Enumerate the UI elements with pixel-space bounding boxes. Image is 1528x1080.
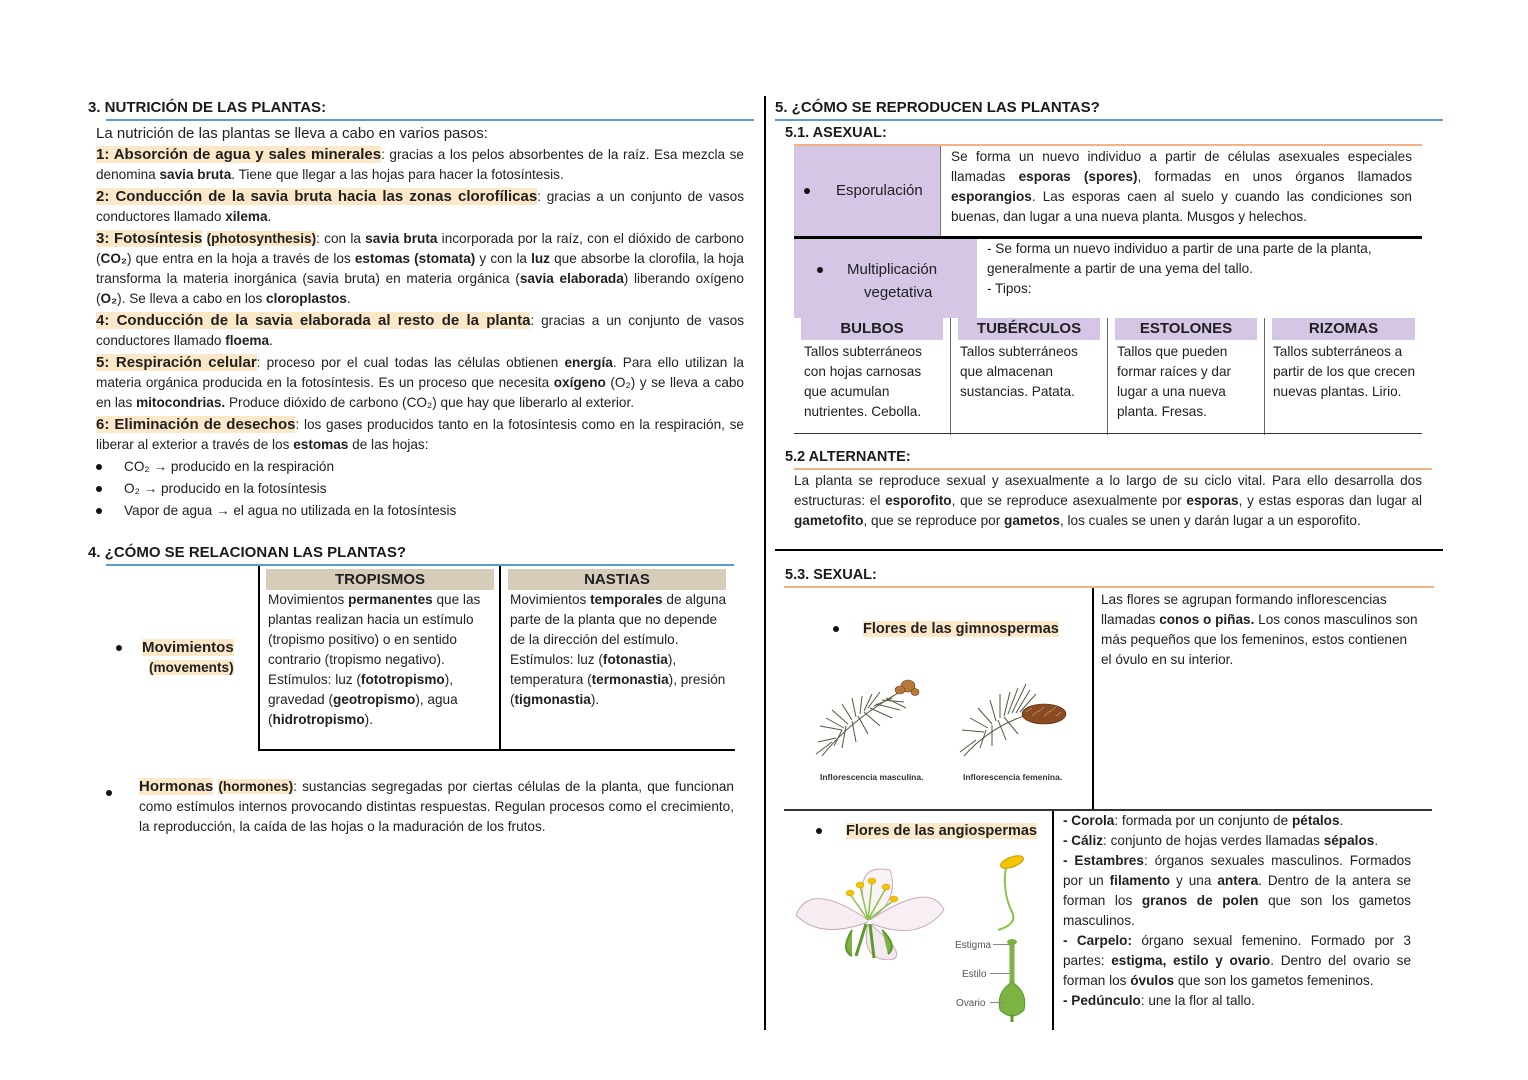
type-col-tuberculos (951, 318, 1108, 435)
bullet-icon (96, 508, 102, 514)
table-border-left (258, 566, 260, 751)
leader-line (990, 1002, 1004, 1003)
s3-step-1: 1: Absorción de agua y sales minerales: gracias a los pelos absorbentes de la raíz. Esa mezcla se denomina savia bruta. Tiene que llegar a las hojas para hacer la fotosíntesis. (96, 146, 744, 182)
types-table (794, 318, 1422, 435)
list-item: CO₂ → producido en la respiración (96, 457, 696, 479)
estambres-item: - Estambres: órganos sexuales masculinos. Formados por un filamento y una antera. Dentro de la antera se forman los granos de polen que son los gametos masculinos. (1063, 853, 1411, 928)
s3-step-3: 3: Fotosíntesis (photosynthesis): con la savia bruta incorporada por la raíz, con el dióxido de carbono (CO₂) que entra en la hoja a través de los estomas (stomata) y con la luz que absorbe la clorofila, la hoja transforma la materia inorgánica (savia bruta) en materia orgánica (savia elaborada) liberando oxígeno (O₂). Se lleva a cabo en los cloroplastos. (96, 230, 744, 306)
label-estigma: Estigma (955, 940, 992, 951)
tropismos-header: TROPISMOS (266, 569, 494, 590)
alternante-text: La planta se reproduce sexual y asexualmente a lo largo de su ciclo vital. Para ello desarrolla dos estructuras: el esporofito, que se reproduce asexualmente por esporas, y estas esporas dan lugar al gametofito, que se reproduce por gametos, los cuales se unen y darán lugar a un esporofito. (794, 473, 1422, 528)
bullet-icon (116, 645, 122, 651)
caption-male: Inflorescencia masculina. (820, 772, 924, 782)
type-header: BULBOS (801, 318, 943, 340)
section-4-rule (106, 564, 734, 566)
type-text: Tallos que pueden formar raíces y dar lugar a una nueva planta. Fresas. (1117, 344, 1232, 419)
caption-female: Inflorescencia femenina. (963, 772, 1063, 782)
esporulacion-divider (940, 146, 941, 236)
multiplicacion-label: Multiplicación vegetativa (817, 258, 977, 304)
leader-line (993, 944, 1011, 945)
alternante-bottom-rule (775, 549, 1443, 551)
type-header: RIZOMAS (1272, 318, 1415, 340)
esporulacion-text: Se forma un nuevo individuo a partir de células asexuales especiales llamadas esporas (spores), formadas en unos órganos llamados esporangios. Las esporas caen al suelo y cuando las condiciones son buenas, dan lugar a una nueva planta. Musgos y helechos. (951, 149, 1413, 224)
sexual-title: 5.3. SEXUAL: (785, 567, 877, 583)
carpelo-item: - Carpelo: órgano sexual femenino. Formado por 3 partes: estigma, estilo y ovario. Dentro del ovario se forman los óvulos que son los gametos femeninos. (1063, 933, 1412, 988)
column-divider (764, 96, 766, 1030)
section-5-title: 5. ¿CÓMO SE REPRODUCEN LAS PLANTAS? (775, 99, 1100, 116)
angiospermas-text (1063, 811, 1411, 1011)
list-item: Vapor de agua → el agua no utilizada en la fotosíntesis (96, 501, 696, 523)
s3-step-6: 6: Eliminación de desechos: los gases producidos tanto en la fotosíntesis como en la respiración, se liberar al exterior a través de los estomas de las hojas: (96, 416, 744, 452)
type-col-rizomas (1265, 318, 1422, 435)
section-3-rule (106, 119, 754, 121)
type-header: ESTOLONES (1115, 318, 1257, 340)
types-bottom-rule (794, 433, 1422, 434)
alternante-rule (794, 468, 1432, 470)
bullet-icon (817, 267, 823, 273)
nastias-header: NASTIAS (508, 569, 726, 590)
s3-step-2: 2: Conducción de la savia bruta hacia las zonas clorofílicas: gracias a un conjunto de vasos conductores llamado xilema. (96, 188, 744, 224)
stamen-carpel-illustration (990, 852, 1036, 1022)
type-text: Tallos subterráneos a partir de los que crecen nuevas plantas. Lirio. (1273, 344, 1416, 399)
movements-label: Movimientos (movements) (116, 638, 256, 678)
tropismos-text: Movimientos permanentes que las plantas realizan hacia un estímulo (tropismo positivo) o en sentido contrario (tropismo negativo). Estímulos: luz (fototropismo), gravedad (geotropismo), agua (hidrotropismo). (268, 592, 481, 727)
table-border-bottom (258, 749, 735, 751)
type-col-estolones (1108, 318, 1265, 435)
leader-line (990, 973, 1010, 974)
s3-bullet-list (96, 457, 696, 523)
bullet-icon (106, 783, 128, 803)
gimno-divider (1092, 588, 1094, 810)
multiplicacion-text: - Se forma un nuevo individuo a partir de una parte de la planta, generalmente a partir de una yema del tallo. - Tipos: (987, 241, 1372, 296)
gimnospermas-label: Flores de las gimnospermas (833, 619, 1059, 639)
bullet-icon (804, 188, 810, 194)
section-5-rule (775, 119, 1443, 121)
type-text: Tallos subterráneos que almacenan sustancias. Patata. (960, 344, 1078, 399)
gimnospermas-text: Las flores se agrupan formando inflorescencias llamadas conos o piñas. Los conos masculinos son más pequeños que los femeninos, estos contienen el óvulo en su interior. (1101, 592, 1418, 667)
table-border-mid (499, 566, 501, 751)
angiospermas-label: Flores de las angiospermas (816, 821, 1037, 841)
section-4-title: 4. ¿CÓMO SE RELACIONAN LAS PLANTAS? (88, 544, 407, 561)
caliz-item: - Cáliz: conjunto de hojas verdes llamadas sépalos. (1063, 833, 1379, 848)
type-col-bulbos (794, 318, 951, 435)
pedunculo-item: - Pedúnculo: une la flor al tallo. (1063, 993, 1255, 1008)
esporulacion-label: Esporulación (804, 181, 923, 201)
angio-divider (1052, 811, 1054, 1030)
bullet-icon (96, 486, 102, 492)
label-estilo: Estilo (962, 969, 987, 980)
s3-intro: La nutrición de las plantas se lleva a cabo en varios pasos: (96, 125, 488, 142)
section-3-title: 3. NUTRICIÓN DE LAS PLANTAS: (88, 99, 327, 116)
sexual-rule (784, 586, 1434, 588)
asexual-title: 5.1. ASEXUAL: (785, 125, 887, 141)
type-text: Tallos subterráneos con hojas carnosas que acumulan nutrientes. Cebolla. (804, 344, 922, 419)
male-cone-illustration (812, 668, 932, 766)
s3-step-5: 5: Respiración celular: proceso por el cual todas las células obtienen energía. Para ello utilizan la materia orgánica producida en la fotosíntesis. Es un proceso que necesita oxígeno (O₂) y se lleva a cabo en las mitocondrias. Produce dióxido de carbono (CO₂) que hay que liberarlo al exterior. (96, 354, 744, 410)
flower-illustration (790, 860, 948, 960)
nastias-text: Movimientos temporales de alguna parte de la planta que no depende de la dirección del estímulo. Estímulos: luz (fotonastia), temperatura (termonastia), presión (tigmonastia). (510, 592, 727, 707)
list-item: O₂ → producido en la fotosíntesis (96, 479, 696, 501)
alternante-title: 5.2 ALTERNANTE: (785, 449, 911, 465)
hormones-text: Hormonas (hormones): sustancias segregadas por ciertas células de la planta, que funcionan como estímulos internos provocando distintas respuestas. Regulan procesos como el crecimiento, la reproducción, la caída de las hojas o la maduración de los frutos. (139, 778, 734, 834)
bullet-icon (833, 626, 839, 632)
label-ovario: Ovario (956, 998, 986, 1009)
bullet-icon (816, 828, 822, 834)
bullet-icon (96, 464, 102, 470)
corola-item: - Corola: formada por un conjunto de pétalos. (1063, 813, 1344, 828)
female-cone-illustration (956, 668, 1076, 766)
type-header: TUBÉRCULOS (958, 318, 1100, 340)
s3-step-4: 4: Conducción de la savia elaborada al resto de la planta: gracias a un conjunto de vasos conductores llamado floema. (96, 312, 745, 348)
